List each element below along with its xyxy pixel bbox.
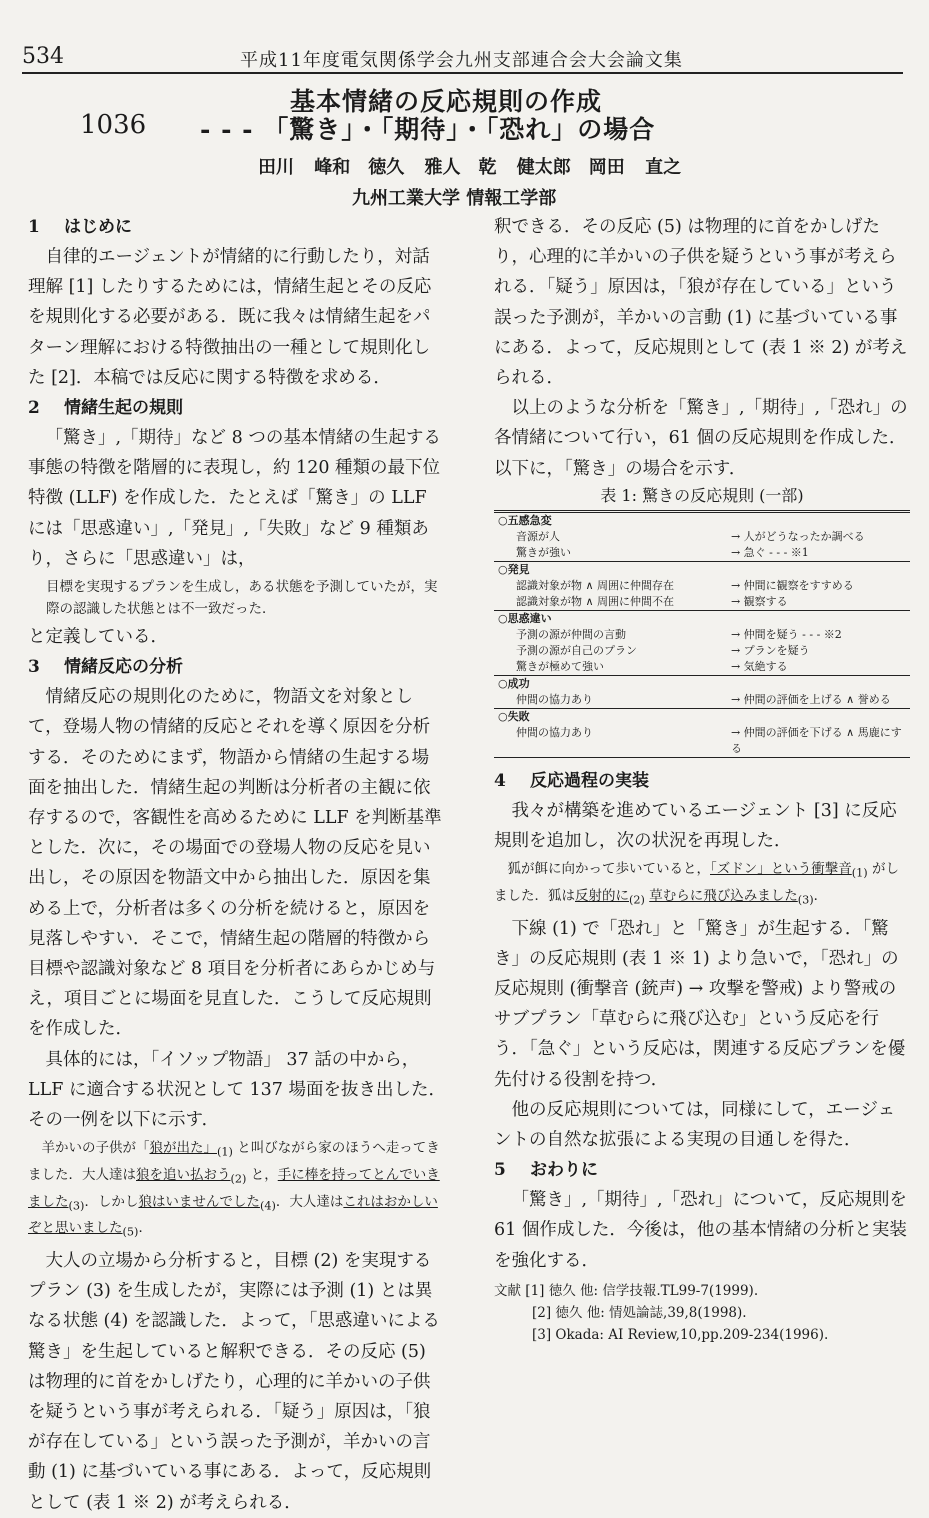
section-5-heading: 5 おわりに	[494, 1160, 598, 1181]
running-title: 平成11年度電気関係学会九州支部連合会大会論文集	[240, 50, 683, 71]
paper-title-line2: - - - 「驚き」・「期待」・「恐れ」の場合	[200, 115, 656, 144]
table-category-row	[494, 708, 910, 725]
section-5-paragraph: 「驚き」,「期待」,「恐れ」について，反応規則を 61 個作成した．今後は，他の基本情緒の分析と実装を強化する．	[494, 1190, 907, 1271]
section-4-paragraph-3: 他の反応規則については，同様にして，エージェントの自然な拡張による実現の目通しを得た．	[494, 1099, 896, 1151]
rule-condition: 認識対象が物 ∧ 周囲に仲間不在	[516, 594, 675, 608]
rule-reaction: → 仲間に観察をすすめる	[730, 578, 854, 592]
references	[494, 1280, 910, 1346]
table-category-row	[494, 675, 910, 692]
rule-condition: 仲間の協力あり	[516, 692, 593, 706]
left-column	[28, 212, 446, 1513]
rule-reaction: → 仲間の評価を上げる ∧ 誉める	[730, 692, 891, 706]
rule-reaction: → 仲間を疑う - - - ※2	[730, 627, 842, 641]
table-row	[494, 545, 910, 562]
rule-reaction: → プランを疑う	[730, 643, 810, 657]
affiliation: 九州工業大学 情報工学部	[352, 188, 557, 209]
paper-id: 1036	[80, 110, 147, 140]
section-4-paragraph-2: 下線 (1) で「恐れ」と「驚き」が生起する．「驚き」の反応規則 (表 1 ※ 1) より急いで，「恐れ」の反応規則 (衝撃音 (銃声) → 攻撃を警戒) より警戒のサブプラン「草むらに飛び込む」という反応を行う．「急ぐ」という反応は，関連する反応プランを優先付ける役割を持つ．	[494, 918, 906, 1090]
section-3-paragraph-3-continued: 釈できる．その反応 (5) は物理的に首をかしげたり，心理的に羊かいの子供を疑うという事が考えられる．「疑う」原因は，「狼が存在している」という誤った予測が，羊かいの言動 (1) に基づいている事にある．よって，反応規則として (表 1 ※ 2) が考えられる．	[494, 217, 908, 389]
rule-condition: 驚きが強い	[516, 545, 571, 559]
section-2-heading: 2 情緒生起の規則	[28, 398, 183, 419]
story-example-fox: 狐が餌に向かって歩いていると，「ズドン」という衝撃音$_{(1)}$ がしました．狐は反射的に$_{(2)}$ 草むらに飛び込みました$_{(3)}$．	[494, 861, 899, 907]
paper-title-line1: 基本情緒の反応規則の作成	[290, 87, 603, 116]
table-category: ○失敗	[494, 708, 910, 725]
rule-condition: 音源が人	[516, 529, 560, 543]
section-2-paragraph: 「驚き」,「期待」など 8 つの基本情緒の生起する事態の特徴を階層的に表現し，約 120 種類の最下位特徴 (LLF) を作成した．たとえば「驚き」の LLF には「思惑違い」,「発見」,「失敗」など 9 種類あり，さらに「思惑違い」は，	[28, 428, 441, 569]
section-2-paragraph-end: と定義している．	[28, 627, 168, 648]
table-1-caption: 表 1: 驚きの反応規則 (一部)	[600, 485, 804, 505]
rule-reaction: → 仲間の評価を下げる ∧ 馬鹿にする	[730, 725, 902, 755]
section-4-heading: 4 反応過程の実装	[494, 770, 649, 791]
section-1-paragraph: 自律的エージェントが情緒的に行動したり，対話理解 [1] したりするためには，情緒生起とその反応を規則化する必要がある．既に我々は情緒生起をパターン理解における特徴抽出の一種として規則化した [2]．本稿では反応に関する特徴を求める．	[28, 247, 432, 388]
story-example-aesop: 羊かいの子供が「狼が出た」$_{(1)}$ と叫びながら家のほうへ走ってきました．大人達は狼を追い払おう$_{(2)}$ と，手に棒を持ってとんでいきました$_{(3)}$．しかし狼はいませんでした$_{(4)}$．大人達はこれはおかしいぞと思いました$_{(5)}$．	[28, 1140, 440, 1240]
right-column	[494, 212, 910, 1346]
table-row	[494, 578, 910, 594]
section-3-paragraph-3: 大人の立場から分析すると，目標 (2) を実現するプラン (3) を生成したが，実際には予測 (1) とは異なる状態 (4) を認識した．よって，「思惑違いによる驚き」を生起していると解釈できる．その反応 (5) は物理的に首をかしげたり，心理的に羊かいの子供を疑うという事が考えられる．「疑う」原因は，「狼が存在している」という誤った予測が，羊かいの言動 (1) に基づいている事にある．よって，反応規則として (表 1 ※ 2) が考えられる．	[28, 1251, 440, 1513]
table-row	[494, 594, 910, 611]
table-category: ○成功	[494, 675, 910, 692]
authors: 田川 峰和 徳久 雅人 乾 健太郎 岡田 直之	[258, 157, 682, 178]
page-number: 534	[22, 44, 64, 69]
rule-reaction: → 観察する	[730, 594, 788, 608]
definition-quote: 目標を実現するプランを生成し，ある状態を予測していたが，実際の認識した状態とは不一致だった．	[46, 579, 438, 618]
table-row	[494, 725, 910, 758]
reference-1: 文献 [1] 徳久 他: 信学技報.TL99-7(1999).	[494, 1282, 759, 1299]
reference-3: [3] Okada: AI Review,10,pp.209-234(1996).	[532, 1326, 829, 1343]
table-row	[494, 529, 910, 545]
reference-2: [2] 徳久 他: 情処論誌,39,8(1998).	[532, 1304, 747, 1321]
table-row	[494, 692, 910, 709]
rule-condition: 仲間の協力あり	[516, 725, 593, 739]
table-row	[494, 659, 910, 676]
section-3-paragraph-1: 情緒反応の規則化のために，物語文を対象として，登場人物の情緒的反応とそれを導く原因を分析する．そのためにまず，物語から情緒の生起する場面を抽出した．情緒生起の判断は分析者の主観に依存するので，客観性を高めるために LLF を判断基準とした．次に，その場面での登場人物の反応を見い出し，その原因を物語文中から抽出した．原因を集める上で，分析者は多くの分析を続けると，原因を見落しやすい．そこで，情緒生起の階層的特徴から目標や認識対象など 8 項目を分析者にあらかじめ与え，項目ごとに場面を見直した．こうして反応規則を作成した．	[28, 687, 442, 1040]
header-rule	[22, 72, 903, 74]
rule-reaction: → 急ぐ - - - ※1	[730, 545, 809, 559]
table-row	[494, 627, 910, 643]
table-category: ○五感急変	[494, 511, 910, 529]
table-category-row	[494, 561, 910, 578]
section-4-paragraph-1: 我々が構築を進めているエージェント [3] に反応規則を追加し，次の状況を再現した．	[494, 800, 897, 852]
table-row	[494, 643, 910, 659]
section-1-heading: 1 はじめに	[28, 217, 132, 237]
rule-condition: 驚きが極めて強い	[516, 659, 604, 673]
section-3-paragraph-4: 以上のような分析を「驚き」,「期待」,「恐れ」の各情緒について行い，61 個の反応規則を作成した．以下に，「驚き」の場合を示す．	[494, 398, 908, 479]
reaction-rules-table	[494, 510, 910, 758]
section-3-paragraph-2: 具体的には，「イソップ物語」 37 話の中から，LLF に適合する状況として 137 場面を抜き出した．その一例を以下に示す．	[28, 1049, 446, 1131]
table-category: ○発見	[494, 561, 910, 578]
table-category-row	[494, 511, 910, 529]
rule-condition: 認識対象が物 ∧ 周囲に仲間存在	[516, 578, 675, 592]
rule-condition: 予測の源が自己のプラン	[516, 643, 637, 657]
rule-reaction: → 人がどうなったか調べる	[730, 529, 865, 543]
rule-reaction: → 気絶する	[730, 659, 788, 673]
rule-condition: 予測の源が仲間の言動	[516, 627, 626, 641]
section-3-heading: 3 情緒反応の分析	[28, 657, 183, 678]
table-category: ○思惑違い	[494, 610, 910, 627]
table-category-row	[494, 610, 910, 627]
